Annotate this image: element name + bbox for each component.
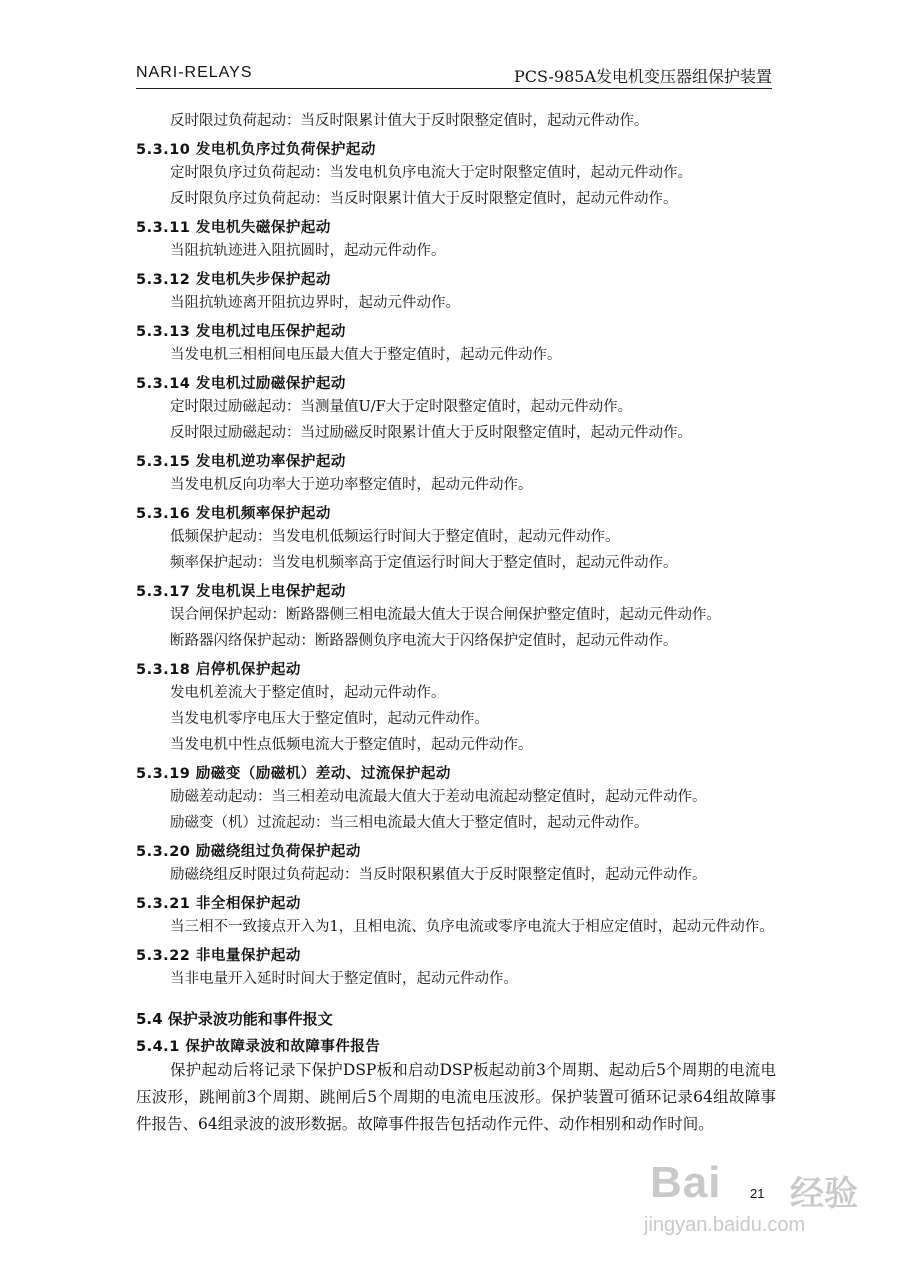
section-title: 5.3.16 发电机频率保护起动	[136, 506, 331, 522]
section-title: 5.3.22 非电量保护起动	[136, 948, 301, 964]
section-line: 误合闸保护起动：断路器侧三相电流最大值大于误合闸保护整定值时，起动元件动作。	[170, 607, 721, 623]
page-number: 21	[750, 1186, 765, 1201]
section-line: 断路器闪络保护起动：断路器侧负序电流大于闪络保护定值时，起动元件动作。	[170, 633, 678, 649]
page-header	[136, 62, 772, 89]
jingyan-text: 经验	[790, 1175, 858, 1213]
section-line: 当阻抗轨迹进入阻抗圆时，起动元件动作。	[170, 243, 446, 259]
section-title: 5.3.21 非全相保护起动	[136, 896, 301, 912]
company-name: NARI-RELAYS	[136, 64, 253, 81]
section-title: 5.4.1 保护故障录波和故障事件报告	[136, 1039, 381, 1055]
section-line: 低频保护起动：当发电机低频运行时间大于整定值时，起动元件动作。	[170, 529, 620, 545]
baidu-logo-text: Bai	[650, 1158, 722, 1207]
section-line: 当发电机反向功率大于逆功率整定值时，起动元件动作。	[170, 477, 533, 493]
section-title: 5.3.15 发电机逆功率保护起动	[136, 454, 346, 470]
section-line: 定时限负序过负荷起动：当发电机负序电流大于定时限整定值时，起动元件动作。	[170, 165, 692, 181]
section-line: 励磁差动起动：当三相差动电流最大值大于差动电流起动整定值时，起动元件动作。	[170, 789, 707, 805]
section-title: 5.3.11 发电机失磁保护起动	[136, 220, 331, 236]
section-title: 5.3.17 发电机误上电保护起动	[136, 584, 346, 600]
section-line: 反时限负序过负荷起动：当反时限累计值大于反时限整定值时，起动元件动作。	[170, 191, 678, 207]
section-title: 5.3.20 励磁绕组过负荷保护起动	[136, 844, 361, 860]
section-line: 定时限过励磁起动：当测量值U/F大于定时限整定值时，起动元件动作。	[170, 399, 633, 415]
section-line: 当阻抗轨迹离开阻抗边界时，起动元件动作。	[170, 295, 460, 311]
section-title: 5.3.12 发电机失步保护起动	[136, 272, 331, 288]
section-paragraph: 当三相不一致接点开入为1，且相电流、负序电流或零序电流大于相应定值时，起动元件动作。	[170, 919, 774, 935]
section-title: 5.3.10 发电机负序过负荷保护起动	[136, 142, 376, 158]
section-title: 5.3.19 励磁变（励磁机）差动、过流保护起动	[136, 766, 451, 782]
intro-line: 反时限过负荷起动：当反时限累计值大于反时限整定值时，起动元件动作。	[170, 113, 649, 129]
section-line: 当发电机三相相间电压最大值大于整定值时，起动元件动作。	[170, 347, 562, 363]
section-list	[136, 140, 776, 888]
section-paragraph: 保护起动后将记录下保护DSP板和启动DSP板起动前3个周期、起动后5个周期的电流电压波形，跳闸前3个周期、跳闸后5个周期的电流电压波形。保护装置可循环记录64组故障事件报告、64组录波的波形数据。故障事件报告包括动作元件、动作相别和动作时间。	[136, 1061, 776, 1133]
watermark-url: jingyan.baidu.com	[644, 1214, 806, 1236]
section-title: 5.3.18 启停机保护起动	[136, 662, 301, 678]
baidu-jingyan-watermark	[640, 1150, 880, 1260]
section-line: 当发电机中性点低频电流大于整定值时，起动元件动作。	[170, 737, 533, 753]
page-content	[136, 108, 776, 1138]
section-line: 反时限过励磁起动：当过励磁反时限累计值大于反时限整定值时，起动元件动作。	[170, 425, 692, 441]
section-line: 励磁变（机）过流起动：当三相电流最大值大于整定值时，起动元件动作。	[170, 815, 649, 831]
section-title: 5.3.14 发电机过励磁保护起动	[136, 376, 346, 392]
section-line: 当非电量开入延时时间大于整定值时，起动元件动作。	[170, 971, 518, 987]
section-title: 5.3.13 发电机过电压保护起动	[136, 324, 346, 340]
section-line: 发电机差流大于整定值时，起动元件动作。	[170, 685, 446, 701]
chapter-title: 5.4 保护录波功能和事件报文	[136, 1010, 333, 1028]
section-line: 当发电机零序电压大于整定值时，起动元件动作。	[170, 711, 489, 727]
section-line: 频率保护起动：当发电机频率高于定值运行时间大于整定值时，起动元件动作。	[170, 555, 678, 571]
document-title: PCS-985A发电机变压器组保护装置	[513, 67, 772, 86]
section-line: 励磁绕组反时限过负荷起动：当反时限积累值大于反时限整定值时，起动元件动作。	[170, 867, 707, 883]
